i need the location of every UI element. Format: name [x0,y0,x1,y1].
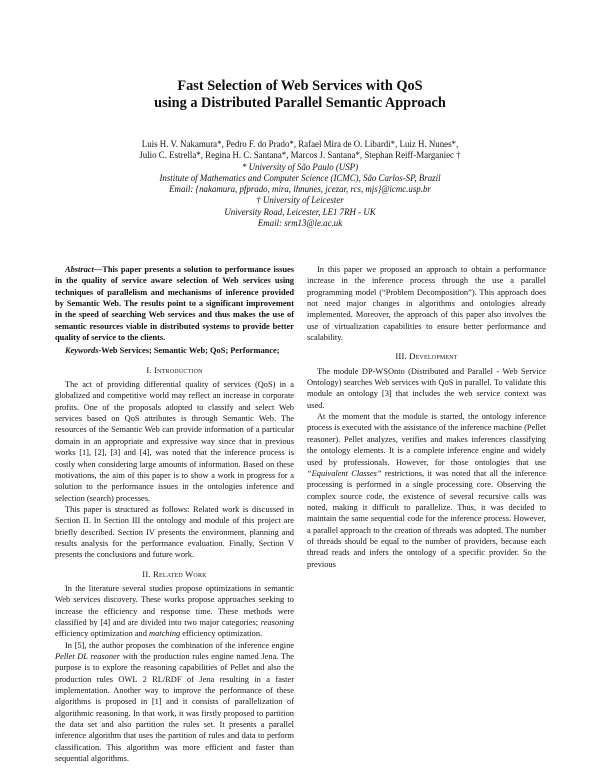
paragraph [55,583,294,640]
paper-title [0,78,600,112]
affiliation-leicester: † University of Leicester [256,195,344,206]
author-names-line-1: Luis H. V. Nakamura*, Pedro F. do Prado*, Rafael Mira de O. Libardi*, Luiz H. Nunes*, [141,139,459,149]
section-title: Development [409,351,458,362]
section-numeral: II. [142,568,151,579]
email-usp: Email: {nakamura, pfprado, mira, lhnunes, jcezar, rcs, mjs}@icmc.usp.br [169,184,431,195]
paragraph: The act of providing differential quality of services (QoS) in a globalized and competitive world may reflect an increase in corporate profits. One of the proposals adopted to classify and select Web services based on QoS attributes is through Semantic Web. The resources of the Semantic Web can provide information of a particular domain in an appropriate and expressive way since that in previous works [1], [2], [3] and [4], was noted that the inference process is costly when considering large amounts of information. Based on these motivations, the aim of this paper is to show a work in progress for a solution to the performance issues in the ontologies inference and selection (search) processes. [55,380,294,503]
paragraph: The module DP-WSOnto (Distributed and Parallel - Web Service Ontology) searches Web services with QoS in parallel. To validate this module an ontology [3] that includes the web service context was used. [307,366,546,410]
paragraph: In this paper we proposed an approach to obtain a performance increase in the inference process through the use a parallel programming model (“Problem Decomposition”). This approach does not need major changes in algorithms and ontologies already implemented. Moreover, the approach of this paper also involves the use of virtualization capabilities to ensure better performance and scalability. [307,265,546,343]
keywords-text: -Web Services; Semantic Web; QoS; Performance; [98,346,280,356]
section-heading-related-work [55,569,294,580]
paragraph [307,411,546,570]
section-heading-introduction [55,365,294,376]
author-block [0,139,600,229]
section-numeral: I. [146,364,152,375]
section-title: Introduction [154,364,203,375]
emphasis: reasoning [260,617,294,627]
left-column [55,264,294,764]
paper-title-line-1: Fast Selection of Web Services with QoS [177,78,423,94]
right-column [307,264,546,570]
keywords [55,345,294,356]
abstract-text: —This paper presents a solution to performance issues in the quality of service aware selection of Web services using techniques of parallelism and mechanisms of inference provided by Semantic Web. The results point to a significant improvement in the speed of searching Web services and thus makes the use of semantic resources viable in distributed systems to provide better quality of service to the clients. [55,265,294,343]
text-run: At the moment that the module is started, the ontology inference process is executed with the assistance of the inference machine (Pellet reasoner). Pellet analyzes, verifies and makes inferences classifying the ontology elements. It is a complete inference engine and widely used by professionals. However, for those ontologies that use [307,412,546,467]
abstract-label: Abstract [65,265,94,274]
paper-title-line-2: using a Distributed Parallel Semantic Approach [154,95,446,111]
text-run: with the production rules engine named Jena. The purpose is to explore the reasoning capabilities of Pellet and also the production rules OWL 2 RL/RDF of Jena resulting in a faster implementation. Another way to improve the performance of these algorithms is proposed in [1] and it consists of parallelization of algorithmic reasoning. In that work, it was firstly proposed to partition the data set and also partition the rules set. It presents a parallel inference algorithm that uses the partition of rules and data to perform classification. This algorithm was more efficient and faster than sequential algorithms. [55,652,294,764]
text-run: restrictions, it was noted that all the inference processing is performed in a single processing core. Observing the complex source code, the existence of several recursive calls was noted, making it difficult to parallelize. Thus, it was decided to maintain the same sequential code for the inference process. However, a parallel approach to the creation of threads was adopted. The number of threads should be equal to the number of providers, because each thread reads and infers the ontology of a specific provider. So the previous [307,468,546,569]
emphasis: Pellet DL reasoner [55,652,120,661]
emphasis: “Equivalent Classes” [307,468,382,478]
email-leicester: Email: srm13@le.ac.uk [257,218,343,229]
paragraph: This paper is structured as follows: Related work is discussed in Section II. In Section III the ontology and module of this project are briefly described. Section IV presents the environment, planning and results analysis for the performance evaluation. Finally, Section V presents the conclusions and future work. [55,504,294,560]
abstract [55,264,294,343]
text-run: efficiency optimization. [180,629,263,639]
section-heading-development [307,351,546,362]
paragraph-continued [55,640,294,765]
affiliation-usp: * University of São Paulo (USP) [241,161,359,172]
affiliation-icmc: Institute of Mathematics and Computer Science (ICMC), São Carlos-SP, Brazil [159,172,441,183]
text-run: efficiency optimization and [55,629,150,639]
address-leicester: University Road, Leicester, LE1 7RH - UK [224,206,376,217]
section-title: Related Work [153,568,207,579]
text-run: In [5], the author proposes the combination of the inference engine [65,640,294,650]
section-numeral: III. [395,351,407,362]
author-names-line-2: Julio C. Estrella*, Regina H. C. Santana*, Marcos J. Santana*, Stephan Reiff-Marganiec † [139,150,461,161]
keywords-label: Keywords [65,346,99,356]
text-run: In the literature several studies propose optimizations in semantic Web services discovery. These works propose approaches seeking to increase the efficiency and response time. These methods were classified by [4] and are divided into two major categories; [55,583,294,627]
emphasis: matching [149,629,181,639]
